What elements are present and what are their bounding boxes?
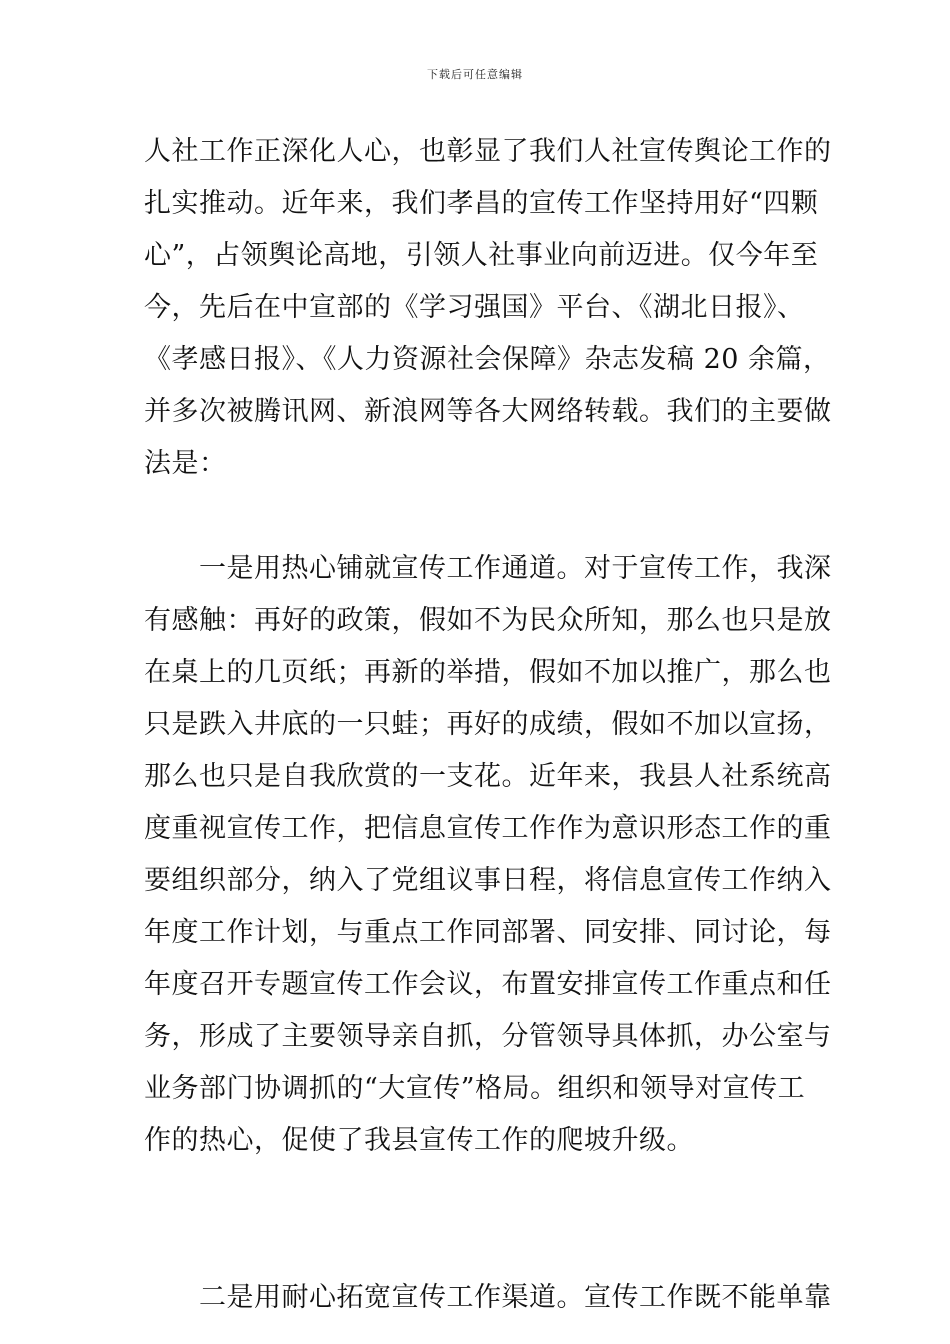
text-line: 业务部门协调抓的“大宣传”格局。组织和领导对宣传工 (144, 1073, 806, 1104)
text-line: 人社工作正深化人心，也彰显了我们人社宣传舆论工作的 (144, 136, 832, 167)
text-line: 只是跌入井底的一只蛙；再好的成绩，假如不加以宣扬， (144, 709, 832, 740)
text-line: 务，形成了主要领导亲自抓，分管领导具体抓，办公室与 (144, 1021, 832, 1052)
text-line: 年度召开专题宣传工作会议，布置安排宣传工作重点和任 (144, 969, 832, 1000)
text-line: 心”，占领舆论高地，引领人社事业向前迈进。仅今年至 (144, 240, 819, 271)
text-line: 一是用热心铺就宣传工作通道。对于宣传工作，我深 (144, 553, 832, 584)
text-line: 年度工作计划，与重点工作同部署、同安排、同讨论，每 (144, 917, 832, 948)
text-line: 二是用耐心拓宽宣传工作渠道。宣传工作既不能单靠 (144, 1282, 832, 1313)
text-line: 那么也只是自我欣赏的一支花。近年来，我县人社系统高 (144, 761, 832, 792)
text-line (144, 1167, 808, 1219)
text-line: 法是： (144, 448, 227, 479)
paragraph-intro (144, 126, 832, 490)
text-line: 今，先后在中宣部的《学习强国》平台、《湖北日报》、 (144, 292, 805, 323)
paragraph-point-one (144, 543, 832, 1219)
text-line: 在桌上的几页纸；再新的举措，假如不加以推广，那么也 (144, 657, 832, 688)
text-line: 要组织部分，纳入了党组议事日程，将信息宣传工作纳入 (144, 865, 832, 896)
paragraph-point-two (144, 1272, 832, 1324)
text-line: 扎实推动。近年来，我们孝昌的宣传工作坚持用好“四颗 (144, 188, 819, 219)
text-line: 《孝感日报》、《人力资源社会保障》杂志发稿 20 余篇， (144, 344, 831, 375)
document-body (144, 126, 832, 1324)
paragraph-spacer (144, 1219, 808, 1272)
text-line: 并多次被腾讯网、新浪网等各大网络转载。我们的主要做 (144, 396, 832, 427)
text-line: 有感触：再好的政策，假如不为民众所知，那么也只是放 (144, 605, 832, 636)
text-line: 作的热心，促使了我县宣传工作的爬坡升级。 (144, 1125, 694, 1156)
text-line: 度重视宣传工作，把信息宣传工作作为意识形态工作的重 (144, 813, 832, 844)
paragraph-spacer (144, 490, 808, 543)
page-header-note: 下载后可任意编辑 (427, 68, 523, 81)
